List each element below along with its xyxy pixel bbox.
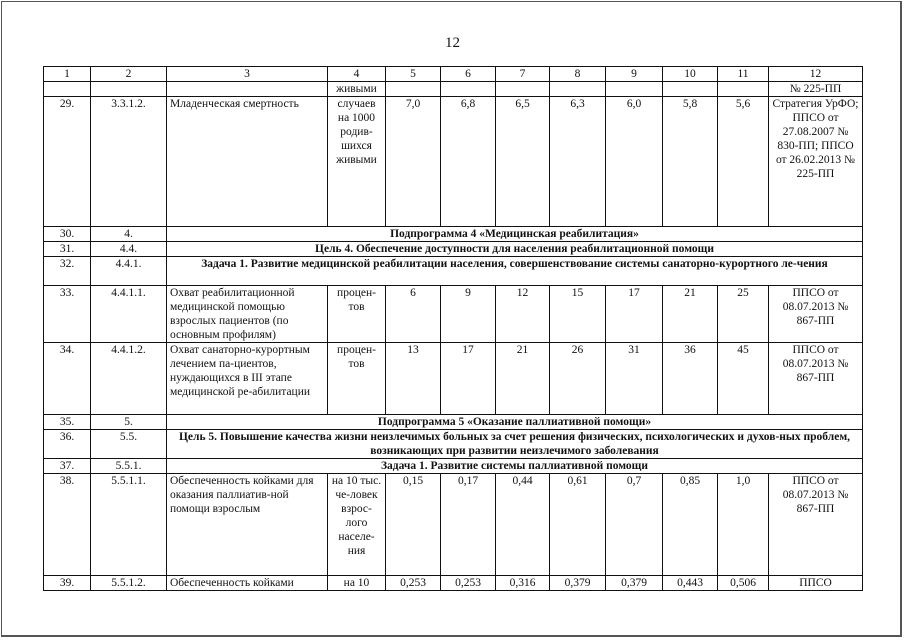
unit-cell: процен-тов bbox=[328, 343, 386, 415]
row-number: 35. bbox=[44, 415, 91, 430]
value-cell: 0,7 bbox=[606, 474, 663, 576]
table-row-continuation bbox=[44, 82, 863, 97]
value-cell: 9 bbox=[441, 286, 496, 343]
row-number: 31. bbox=[44, 242, 91, 257]
value-cell: 1,0 bbox=[718, 474, 769, 576]
column-header: 12 bbox=[769, 67, 863, 82]
document-cell: № 225-ПП bbox=[769, 82, 863, 97]
table-row-section bbox=[44, 430, 863, 459]
value-cell: 31 bbox=[606, 343, 663, 415]
value-cell: 5,6 bbox=[718, 97, 769, 227]
value-cell: 0,316 bbox=[496, 576, 550, 591]
value-cell: 0,506 bbox=[718, 576, 769, 591]
row-code: 4. bbox=[91, 227, 167, 242]
value-cell: 26 bbox=[550, 343, 606, 415]
document-cell: ППСО от 08.07.2013 № 867-ПП bbox=[769, 286, 863, 343]
document-cell: ППСО от 08.07.2013 № 867-ПП bbox=[769, 474, 863, 576]
task-heading: Задача 1. Развитие системы паллиативной помощи bbox=[167, 459, 863, 474]
value-cell: 0,443 bbox=[663, 576, 718, 591]
row-number: 39. bbox=[44, 576, 91, 591]
subprogram-heading: Подпрограмма 4 «Медицинская реабилитация» bbox=[167, 227, 863, 242]
row-code: 5.5.1. bbox=[91, 459, 167, 474]
row-code: 4.4.1.1. bbox=[91, 286, 167, 343]
value-cell: 0,85 bbox=[663, 474, 718, 576]
value-cell: 21 bbox=[496, 343, 550, 415]
value-cell: 0,253 bbox=[441, 576, 496, 591]
column-header: 6 bbox=[441, 67, 496, 82]
value-cell: 12 bbox=[496, 286, 550, 343]
table-row bbox=[44, 343, 863, 415]
page-number: 12 bbox=[445, 35, 460, 51]
task-heading: Задача 1. Развитие медицинской реабилитации населения, совершенствование системы санаторно-курортного ле-чения bbox=[167, 257, 863, 286]
row-number: 29. bbox=[44, 97, 91, 227]
row-code: 4.4.1. bbox=[91, 257, 167, 286]
indicator-name: Обеспеченность койками bbox=[167, 576, 328, 591]
row-code: 3.3.1.2. bbox=[91, 97, 167, 227]
row-code: 4.4.1.2. bbox=[91, 343, 167, 415]
column-header: 8 bbox=[550, 67, 606, 82]
indicator-name: Младенческая смертность bbox=[167, 97, 328, 227]
subprogram-heading: Подпрограмма 5 «Оказание паллиативной помощи» bbox=[167, 415, 863, 430]
table-row-section bbox=[44, 415, 863, 430]
unit-cell: на 10 тыс. че-ловек взрос-лого населе-ния bbox=[328, 474, 386, 576]
row-code: 5.5.1.1. bbox=[91, 474, 167, 576]
goal-heading: Цель 4. Обеспечение доступности для населения реабилитационной помощи bbox=[167, 242, 863, 257]
table-row-section bbox=[44, 242, 863, 257]
value-cell: 15 bbox=[550, 286, 606, 343]
column-header: 3 bbox=[167, 67, 328, 82]
row-code: 5.5. bbox=[91, 430, 167, 459]
indicator-name: Охват реабилитационной медицинской помощью взрослых пациентов (по основным профилям) bbox=[167, 286, 328, 343]
value-cell: 17 bbox=[606, 286, 663, 343]
value-cell: 0,44 bbox=[496, 474, 550, 576]
document-cell: ППСО bbox=[769, 576, 863, 591]
document-cell: ППСО от 08.07.2013 № 867-ПП bbox=[769, 343, 863, 415]
table-row bbox=[44, 576, 863, 591]
value-cell: 0,253 bbox=[386, 576, 441, 591]
value-cell: 0,17 bbox=[441, 474, 496, 576]
indicators-table bbox=[43, 66, 863, 591]
row-code: 4.4. bbox=[91, 242, 167, 257]
indicator-name: Охват санаторно-курортным лечением па-циентов, нуждающихся в III этапе медицинской ре-абилитации bbox=[167, 343, 328, 415]
table-row bbox=[44, 474, 863, 576]
column-header: 9 bbox=[606, 67, 663, 82]
value-cell: 6,5 bbox=[496, 97, 550, 227]
unit-cell: живыми bbox=[328, 82, 386, 97]
value-cell: 5,8 bbox=[663, 97, 718, 227]
column-header: 10 bbox=[663, 67, 718, 82]
unit-cell: на 10 bbox=[328, 576, 386, 591]
value-cell: 36 bbox=[663, 343, 718, 415]
value-cell: 0,15 bbox=[386, 474, 441, 576]
column-header: 11 bbox=[718, 67, 769, 82]
table-row-section bbox=[44, 257, 863, 286]
table-row bbox=[44, 97, 863, 227]
goal-heading: Цель 5. Повышение качества жизни неизлечимых больных за счет решения физических, психологических и духов-ных проблем, возникающих при развитии неизлечимого заболевания bbox=[167, 430, 863, 459]
value-cell: 6,0 bbox=[606, 97, 663, 227]
column-header: 2 bbox=[91, 67, 167, 82]
column-header: 1 bbox=[44, 67, 91, 82]
value-cell: 0,61 bbox=[550, 474, 606, 576]
value-cell: 17 bbox=[441, 343, 496, 415]
row-code: 5.5.1.2. bbox=[91, 576, 167, 591]
column-number-header-row bbox=[44, 67, 863, 82]
row-number: 36. bbox=[44, 430, 91, 459]
unit-cell: процен-тов bbox=[328, 286, 386, 343]
table-row-section bbox=[44, 227, 863, 242]
table-row bbox=[44, 286, 863, 343]
column-header: 5 bbox=[386, 67, 441, 82]
value-cell: 6,3 bbox=[550, 97, 606, 227]
row-number: 37. bbox=[44, 459, 91, 474]
value-cell: 25 bbox=[718, 286, 769, 343]
table-row-section bbox=[44, 459, 863, 474]
unit-cell: случаев на 1000 родив-шихся живыми bbox=[328, 97, 386, 227]
value-cell: 45 bbox=[718, 343, 769, 415]
value-cell: 0,379 bbox=[606, 576, 663, 591]
column-header: 7 bbox=[496, 67, 550, 82]
value-cell: 21 bbox=[663, 286, 718, 343]
value-cell: 6,8 bbox=[441, 97, 496, 227]
value-cell: 7,0 bbox=[386, 97, 441, 227]
value-cell: 13 bbox=[386, 343, 441, 415]
row-number: 33. bbox=[44, 286, 91, 343]
row-code: 5. bbox=[91, 415, 167, 430]
value-cell: 6 bbox=[386, 286, 441, 343]
row-number: 34. bbox=[44, 343, 91, 415]
document-cell: Стратегия УрФО; ППСО от 27.08.2007 № 830-ПП; ППСО от 26.02.2013 № 225-ПП bbox=[769, 97, 863, 227]
value-cell: 0,379 bbox=[550, 576, 606, 591]
row-number: 30. bbox=[44, 227, 91, 242]
row-number: 32. bbox=[44, 257, 91, 286]
column-header: 4 bbox=[328, 67, 386, 82]
row-number: 38. bbox=[44, 474, 91, 576]
indicator-name: Обеспеченность койками для оказания паллиатив-ной помощи взрослым bbox=[167, 474, 328, 576]
